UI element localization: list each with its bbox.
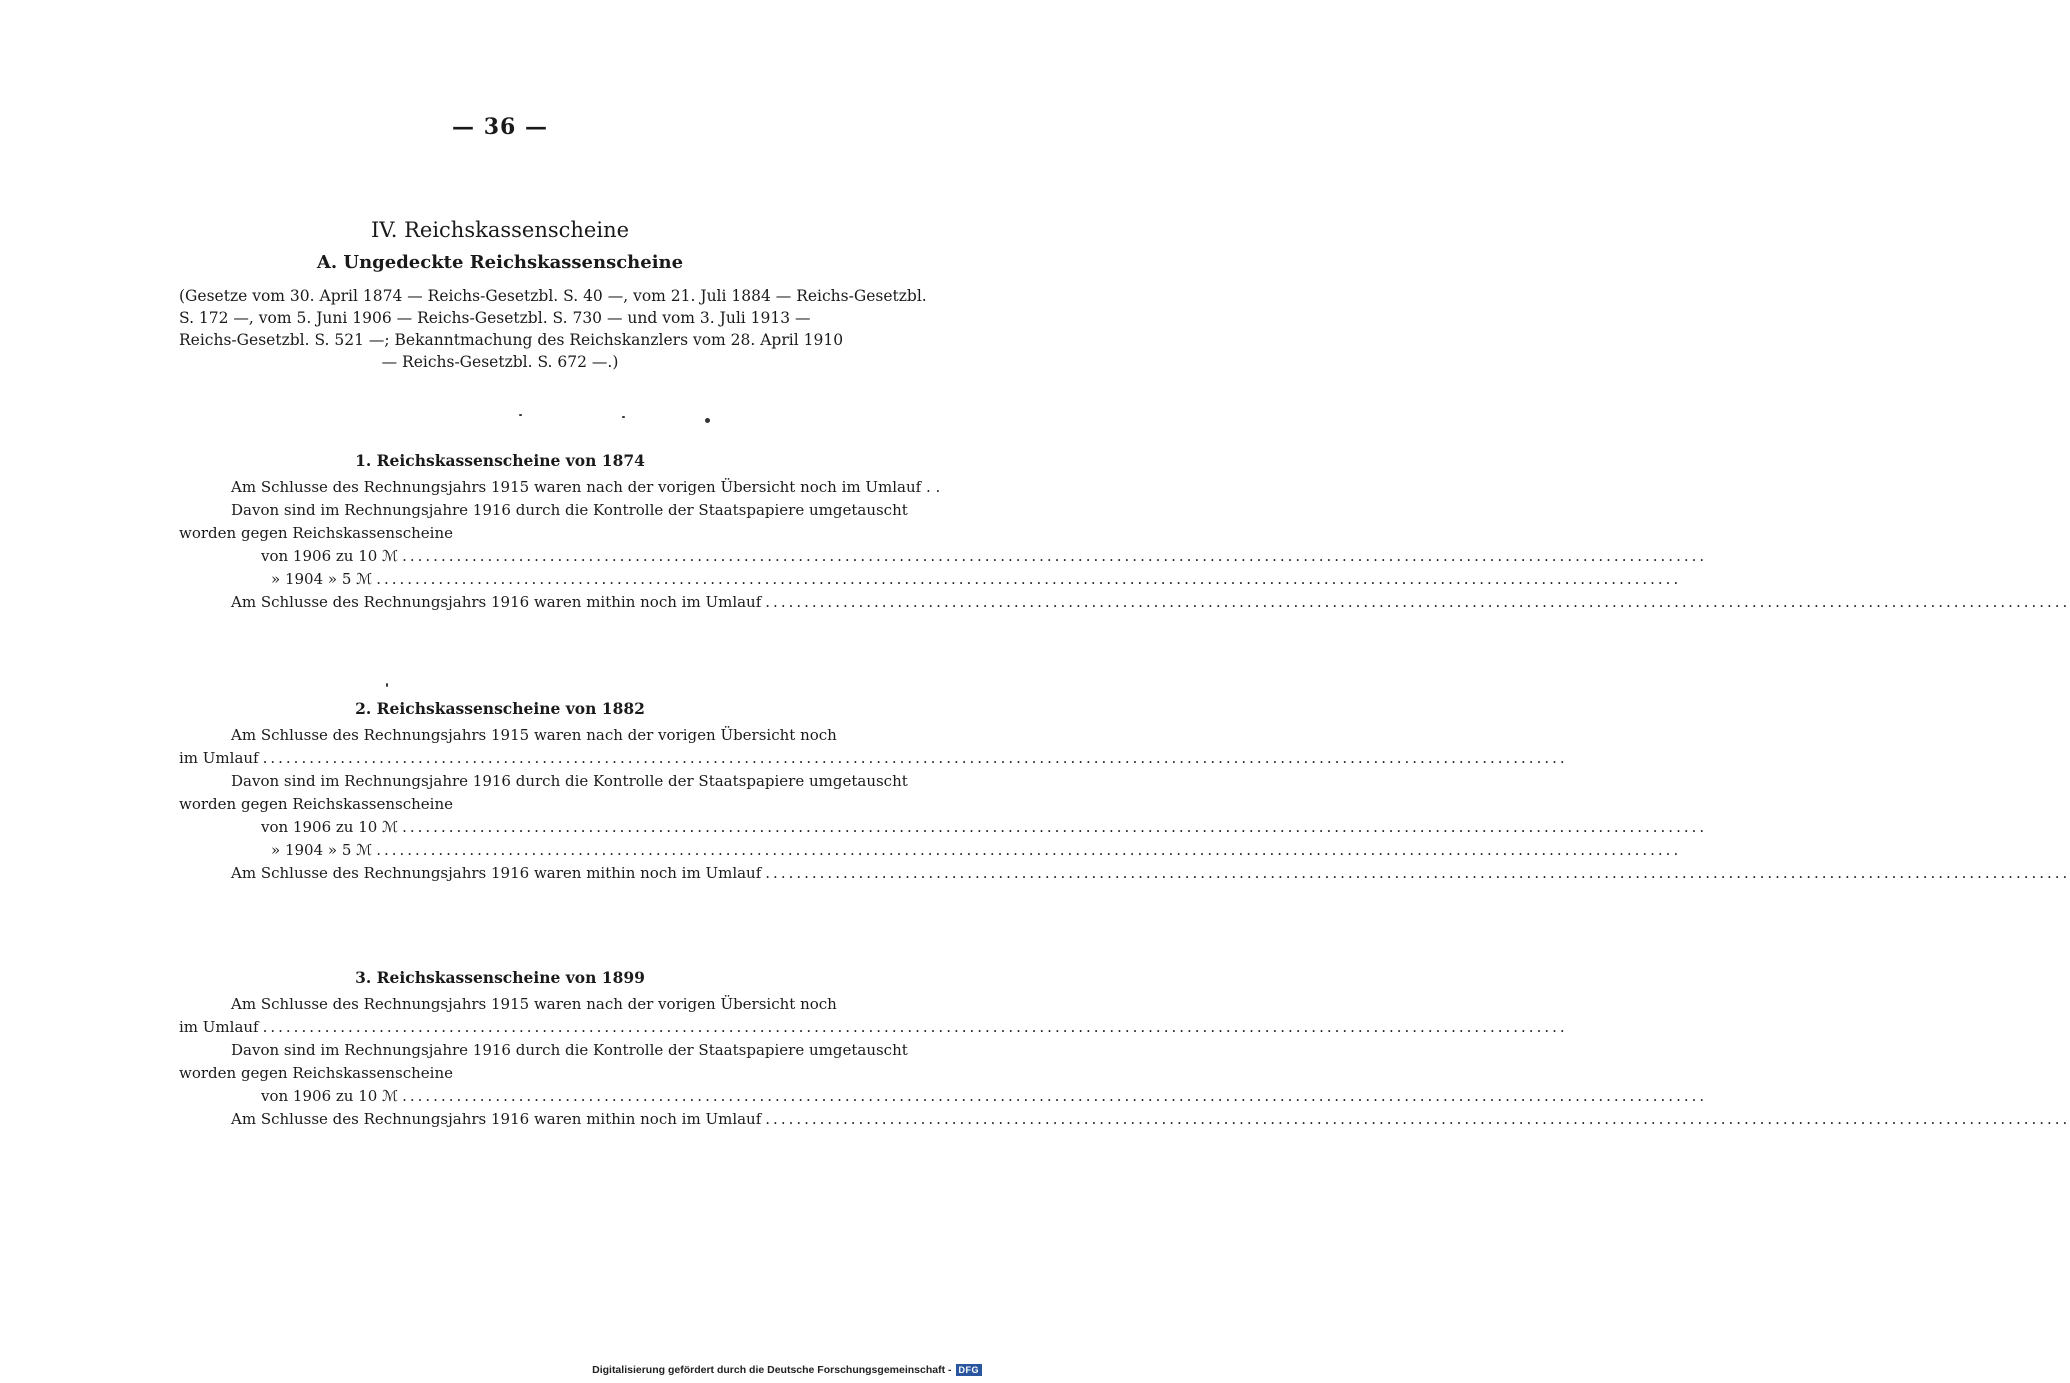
dot-leader (765, 1108, 2070, 1131)
exchange-line: Davon sind im Rechnungsjahre 1916 durch die Kontrolle der Staatspapiere umgetauscht (231, 501, 908, 519)
exchange-line: Davon sind im Rechnungsjahre 1916 durch die Kontrolle der Staatspapiere umgetauscht (231, 1041, 908, 1059)
line-end-label: Am Schlusse des Rechnungsjahrs 1916 waren mithin noch im Umlauf (231, 593, 762, 611)
item-row (179, 839, 821, 862)
line-end-label: Am Schlusse des Rechnungsjahrs 1916 waren mithin noch im Umlauf (231, 864, 762, 882)
exchange-line: Davon sind im Rechnungsjahre 1916 durch die Kontrolle der Staatspapiere umgetauscht (231, 772, 908, 790)
section-title-1882: 2. Reichskassenscheine von 1882 (355, 699, 645, 718)
law-ref-line: S. 172 —, vom 5. Juni 1906 — Reichs-Gesetzbl. S. 730 — und vom 3. Juli 1913 — (179, 309, 811, 327)
digitization-credit (592, 1364, 982, 1376)
dot-leader (765, 862, 2070, 885)
dot-leader (263, 1016, 1568, 1039)
law-references (179, 285, 927, 373)
dot-leader (765, 591, 2070, 614)
line-start-label: im Umlauf (179, 749, 259, 767)
dot-leader (376, 568, 1681, 591)
dot-leader (402, 545, 1707, 568)
line-end-1916 (179, 862, 821, 885)
print-speck (519, 414, 522, 416)
dot-leader (402, 816, 1707, 839)
page-number: — 36 — (452, 114, 548, 140)
print-speck (386, 683, 388, 687)
line-start-1915: Am Schlusse des Rechnungsjahrs 1915 waren nach der vorigen Übersicht noch im Umlauf . . (231, 478, 941, 496)
line-start-label: im Umlauf (179, 1018, 259, 1036)
item-label: von 1906 zu 10 ℳ (261, 1087, 399, 1105)
section-1882 (179, 694, 908, 885)
dot-leader (263, 747, 1568, 770)
dot-leader (376, 839, 1681, 862)
section-title-1899: 3. Reichskassenscheine von 1899 (355, 968, 645, 987)
exchange-line: worden gegen Reichskassenscheine (179, 524, 453, 542)
law-ref-line: Reichs-Gesetzbl. S. 521 —; Bekanntmachung des Reichskanzlers vom 28. April 1910 (179, 331, 844, 349)
item-label: von 1906 zu 10 ℳ (261, 547, 399, 565)
line-start-1915-cont (179, 747, 821, 770)
line-end-1916 (179, 591, 821, 614)
item-row (179, 568, 821, 591)
law-ref-line: — Reichs-Gesetzbl. S. 672 —.) (381, 353, 619, 371)
section-1874 (179, 446, 941, 614)
exchange-line: worden gegen Reichskassenscheine (179, 1064, 453, 1082)
chapter-title: IV. Reichskassenscheine (370, 218, 630, 242)
item-row (179, 545, 821, 568)
credit-text: Digitalisierung gefördert durch die Deutsche Forschungsgemeinschaft - (592, 1364, 952, 1376)
line-start-1915: Am Schlusse des Rechnungsjahrs 1915 waren nach der vorigen Übersicht noch (231, 995, 837, 1013)
print-speck (622, 416, 625, 418)
law-ref-line: (Gesetze vom 30. April 1874 — Reichs-Gesetzbl. S. 40 —, vom 21. Juli 1884 — Reichs-Gesetzbl. (179, 287, 927, 305)
item-label: von 1906 zu 10 ℳ (261, 818, 399, 836)
item-row (179, 1085, 821, 1108)
dfg-logo: DFG (956, 1364, 983, 1376)
exchange-line: worden gegen Reichskassenscheine (179, 795, 453, 813)
item-label: » 1904 » 5 ℳ (271, 570, 373, 588)
print-speck (705, 418, 710, 423)
line-end-1916 (179, 1108, 821, 1131)
line-start-1915-cont (179, 1016, 821, 1039)
line-start-1915: Am Schlusse des Rechnungsjahrs 1915 waren nach der vorigen Übersicht noch (231, 726, 837, 744)
item-label: » 1904 » 5 ℳ (271, 841, 373, 859)
section-1899 (179, 963, 908, 1131)
line-end-label: Am Schlusse des Rechnungsjahrs 1916 waren mithin noch im Umlauf (231, 1110, 762, 1128)
section-title-1874: 1. Reichskassenscheine von 1874 (355, 451, 645, 470)
dot-leader (402, 1085, 1707, 1108)
section-title: A. Ungedeckte Reichskassenscheine (316, 252, 684, 273)
item-row (179, 816, 821, 839)
